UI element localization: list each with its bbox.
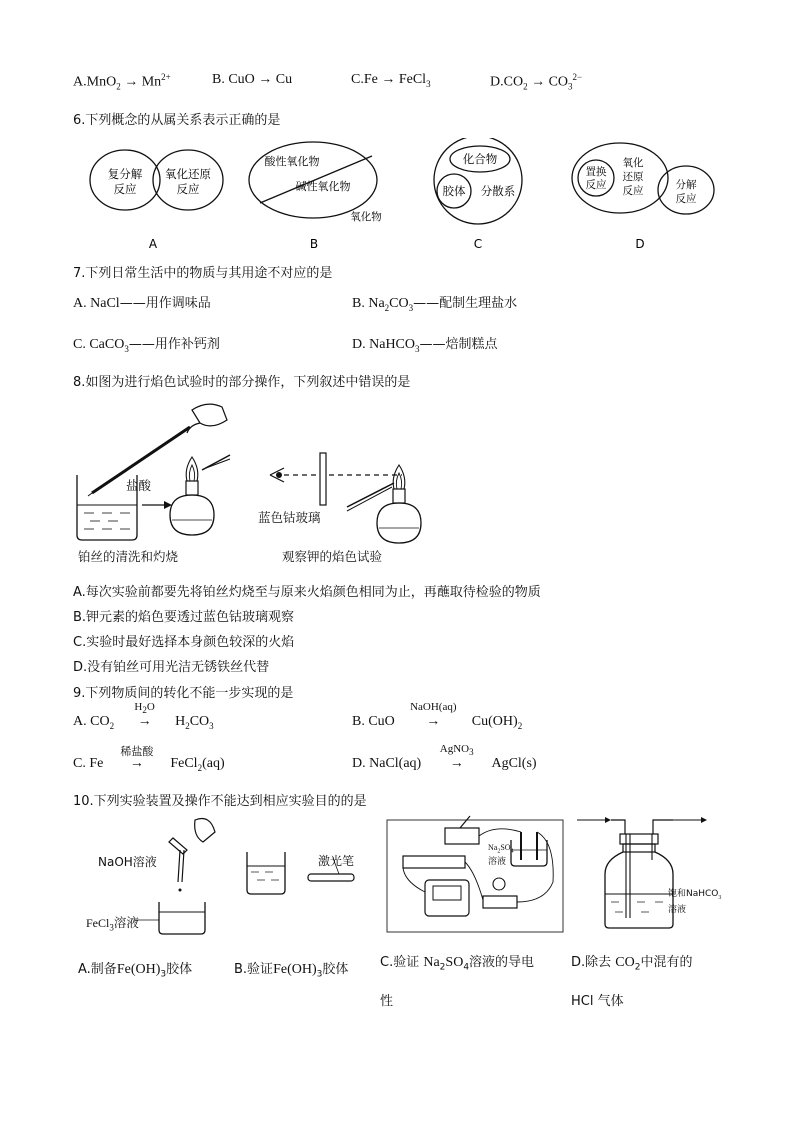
q5-option-c: C.Fe → FeCl$_3$ — [351, 72, 431, 89]
q8-option-a: A.每次实验前都要先将铂丝灼烧至与原来火焰颜色相同为止，再蘸取待检验的物质 — [73, 585, 541, 600]
q6-stem: 6.下列概念的从属关系表示正确的是 — [73, 113, 281, 128]
svg-text:C: C — [473, 237, 483, 251]
svg-text:分散系: 分散系 — [480, 184, 516, 198]
q7-option-b: B. $Na_2CO_3——$配制生理盐水 — [352, 296, 518, 313]
svg-text:分解: 分解 — [675, 179, 697, 191]
q8-caption-right: 观察钾的焰色试验 — [282, 549, 383, 564]
q5-option-b: B. CuO → Cu — [212, 72, 293, 87]
q10-label-na2so4: $Na_2SO_4$ 溶液 — [488, 843, 514, 867]
svg-text:A: A — [148, 237, 158, 251]
svg-text:还原: 还原 — [622, 171, 644, 183]
svg-text:复分解: 复分解 — [107, 167, 143, 181]
q5-option-d: $D.CO_2 \to CO_3^{2-}$ — [490, 72, 583, 92]
q10-figure-a — [135, 819, 215, 935]
svg-text:B: B — [309, 237, 319, 251]
svg-text:碱性氧化物: 碱性氧化物 — [295, 180, 351, 193]
svg-text:置换: 置换 — [585, 166, 607, 178]
svg-text:反应: 反应 — [176, 182, 200, 196]
svg-text:反应: 反应 — [675, 193, 697, 205]
svg-text:D: D — [635, 237, 645, 251]
q8-option-c: C.实验时最好选择本身颜色较深的火焰 — [73, 635, 295, 650]
q10-option-c: C.验证 $Na_2SO_4$溶液的导电 性 — [380, 955, 535, 1009]
q6-diagrams — [80, 138, 730, 258]
q10-label-nahco3: 饱和NaHCO$_3$ 溶液 — [668, 889, 722, 915]
q7-option-a: A. NaCl——用作调味品 — [73, 296, 211, 311]
svg-text:反应: 反应 — [585, 179, 607, 191]
q9-stem: 9.下列物质间的转化不能一步实现的是 — [73, 686, 294, 701]
q10-stem: 10.下列实验装置及操作不能达到相应实验目的的是 — [73, 794, 367, 809]
q9-option-b: B. CuO NaOH(aq) → $Cu(OH)_2$ — [352, 701, 523, 731]
q10-label-naoh: NaOH溶液 — [98, 855, 157, 869]
q6-diagram-d — [572, 143, 714, 251]
svg-text:酸性氧化物: 酸性氧化物 — [264, 155, 320, 168]
q9-option-c: C. Fe 稀盐酸 → FeCl$_2$(aq) — [73, 745, 225, 773]
q10-option-a: A.制备$Fe(OH)_3$胶体 — [78, 962, 193, 980]
q6-diagram-c — [434, 138, 522, 251]
svg-text:反应: 反应 — [622, 185, 644, 197]
q7-option-c: C. CaCO$_3$——用作补钙剂 — [73, 337, 220, 354]
svg-text:氧化: 氧化 — [622, 157, 644, 169]
q8-option-d: D.没有铂丝可用光洁无锈铁丝代替 — [73, 660, 270, 675]
q5-option-a: $A.MnO_2 \to Mn^{2+}$ — [73, 72, 171, 92]
q9-option-d: D. NaCl(aq) AgNO$_3$ → AgCl(s) — [352, 743, 537, 771]
svg-text:胶体: 胶体 — [442, 184, 466, 198]
q10-figure-c — [387, 816, 563, 932]
q6-diagram-a — [90, 150, 223, 251]
q10-apparatus-figures — [75, 812, 725, 937]
q8-stem: 8.如图为进行焰色试验时的部分操作，下列叙述中错误的是 — [73, 375, 411, 390]
svg-text:氧化物: 氧化物 — [350, 211, 382, 223]
q9-option-a: A. $CO_2$ $H_2O$ → $H_2CO_3$ — [73, 701, 214, 731]
q10-option-d: D.除去 $CO_2$中混有的 HCl 气体 — [571, 955, 693, 1009]
q8-label-cobalt-glass: 蓝色钴玻璃 — [258, 510, 321, 525]
q7-option-d: D. NaHCO$_3$——焙制糕点 — [352, 337, 498, 354]
q6-diagram-b — [249, 142, 382, 251]
svg-text:氧化还原: 氧化还原 — [165, 167, 211, 181]
q10-label-laser: 激光笔 — [318, 854, 355, 868]
svg-text:反应: 反应 — [113, 182, 137, 196]
q8-caption-left: 铂丝的清洗和灼烧 — [78, 549, 179, 564]
svg-text:化合物: 化合物 — [462, 152, 498, 166]
q7-stem: 7.下列日常生活中的物质与其用途不对应的是 — [73, 266, 333, 281]
q8-label-acid: 盐酸 — [126, 478, 152, 493]
q10-label-fecl3: FeCl$_3$溶液 — [86, 915, 139, 933]
q8-flame-test-figure — [72, 395, 422, 570]
q8-option-b: B.钾元素的焰色要透过蓝色钴玻璃观察 — [73, 610, 295, 625]
q10-option-b: B.验证$Fe(OH)_3$胶体 — [234, 962, 349, 980]
